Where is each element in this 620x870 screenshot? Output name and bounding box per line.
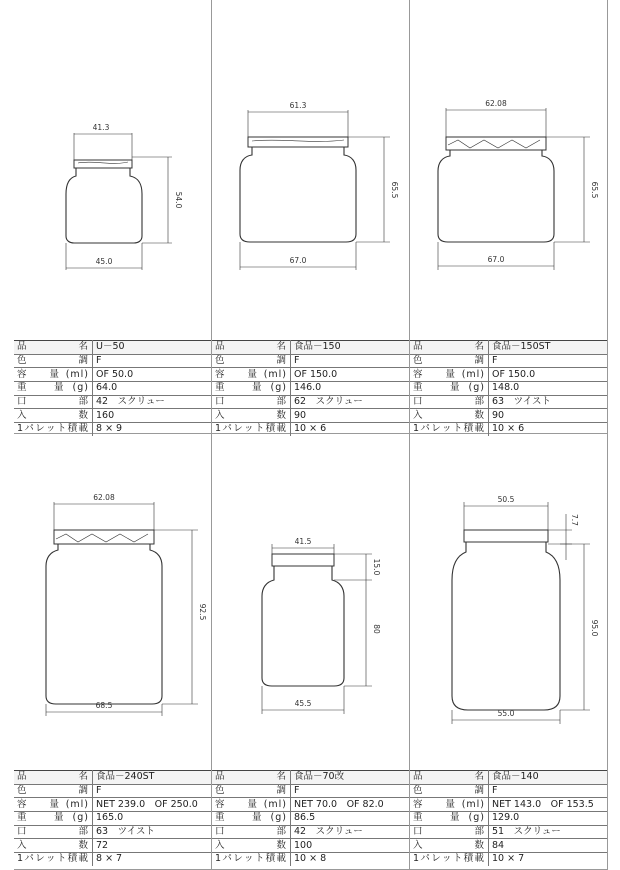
jar-drawing-u50 xyxy=(14,0,211,340)
spec-value: F xyxy=(291,784,410,798)
spec-label: 容 量(ml) xyxy=(14,368,93,382)
spec-value: NET 239.0 OF 250.0 xyxy=(93,798,212,812)
dimension-label: 62.08 xyxy=(93,493,115,502)
dimension-label: 67.0 xyxy=(487,255,505,264)
spec-row xyxy=(14,853,211,866)
spec-value: 62 スクリュー xyxy=(291,395,410,409)
spec-row xyxy=(212,771,409,785)
spec-value: F xyxy=(93,354,212,368)
spec-table-70kai xyxy=(212,770,409,866)
spec-value: 10 × 7 xyxy=(489,853,608,866)
spec-value: OF 50.0 xyxy=(93,368,212,382)
spec-value: 42 スクリュー xyxy=(93,395,212,409)
spec-value: 食品－150 xyxy=(291,341,410,355)
spec-value: 食品－70改 xyxy=(291,771,410,785)
spec-value: 食品－140 xyxy=(489,771,608,785)
dimension-side xyxy=(560,544,599,710)
spec-value: F xyxy=(489,784,608,798)
dimension-side xyxy=(344,580,381,686)
spec-value: 8 × 9 xyxy=(93,423,212,436)
spec-label: 品 名 xyxy=(410,341,489,355)
spec-row xyxy=(410,784,607,798)
spec-label: 品 名 xyxy=(212,771,291,785)
spec-row xyxy=(410,825,607,839)
jar-drawing-140 xyxy=(410,434,607,770)
dimension-top xyxy=(464,495,548,532)
dimension-bottom xyxy=(262,686,344,714)
spec-label: 口 部 xyxy=(410,825,489,839)
spec-row xyxy=(410,341,607,355)
spec-row xyxy=(212,368,409,382)
jar-cap xyxy=(464,530,548,542)
spec-value: F xyxy=(93,784,212,798)
spec-label: 容 量(ml) xyxy=(212,798,291,812)
spec-table-140 xyxy=(410,770,607,866)
spec-row xyxy=(410,839,607,853)
product-cell-150 xyxy=(212,0,410,434)
spec-value: 146.0 xyxy=(291,382,410,396)
spec-value: 8 × 7 xyxy=(93,853,212,866)
spec-row xyxy=(14,825,211,839)
spec-row xyxy=(212,784,409,798)
spec-row xyxy=(212,798,409,812)
dimension-top xyxy=(272,537,334,556)
spec-label: 容 量(ml) xyxy=(212,368,291,382)
jar-drawing-150st xyxy=(410,0,607,340)
spec-row xyxy=(410,354,607,368)
spec-label: 1パレット積載 xyxy=(410,423,489,436)
spec-row xyxy=(212,341,409,355)
spec-value: 148.0 xyxy=(489,382,608,396)
spec-row xyxy=(14,812,211,826)
dimension-bottom xyxy=(438,242,554,270)
spec-label: 入 数 xyxy=(14,409,93,423)
dim-side-label: 54.0 xyxy=(174,191,183,209)
spec-value: 86.5 xyxy=(291,812,410,826)
dimension-label: 15.0 xyxy=(372,558,381,576)
spec-row xyxy=(212,812,409,826)
spec-label: 色 調 xyxy=(14,354,93,368)
spec-row xyxy=(410,409,607,423)
jar-body xyxy=(66,168,142,243)
spec-row xyxy=(410,395,607,409)
dimension-bottom xyxy=(240,242,356,270)
jar-body xyxy=(240,147,356,242)
jar-body xyxy=(262,566,344,686)
spec-label: 重 量(g) xyxy=(212,382,291,396)
spec-label: 品 名 xyxy=(14,341,93,355)
spec-value: 72 xyxy=(93,839,212,853)
spec-row xyxy=(410,812,607,826)
spec-label: 重 量(g) xyxy=(212,812,291,826)
spec-row-mouth xyxy=(14,395,211,409)
dimension-label: 95.0 xyxy=(590,619,599,637)
spec-table-150st xyxy=(410,340,607,436)
spec-label: 口 部 xyxy=(14,825,93,839)
spec-row-weight xyxy=(14,382,211,396)
spec-value: 42 スクリュー xyxy=(291,825,410,839)
dimension-label: 92.5 xyxy=(198,603,207,621)
spec-label: 入 数 xyxy=(410,839,489,853)
spec-label: 入 数 xyxy=(212,839,291,853)
spec-value: F xyxy=(489,354,608,368)
product-cell-140 xyxy=(410,434,608,870)
spec-label: 色 調 xyxy=(14,784,93,798)
spec-row xyxy=(410,368,607,382)
spec-row xyxy=(14,784,211,798)
spec-label: 容 量(ml) xyxy=(14,798,93,812)
spec-value: 63 ツイスト xyxy=(489,395,608,409)
dimension-top xyxy=(446,99,546,138)
spec-label: 1パレット積載 xyxy=(212,423,291,436)
spec-row xyxy=(212,395,409,409)
dimension-label: 7.7 xyxy=(570,514,579,526)
spec-value: 129.0 xyxy=(489,812,608,826)
dimension-label: 50.5 xyxy=(497,495,515,504)
jar-cap xyxy=(74,160,132,168)
dimension-label: 45.5 xyxy=(294,699,312,708)
product-cell-240st xyxy=(14,434,212,870)
spec-value: OF 150.0 xyxy=(489,368,608,382)
spec-label: 色 調 xyxy=(410,354,489,368)
spec-row-color xyxy=(14,354,211,368)
spec-row xyxy=(212,825,409,839)
spec-label: 容 量(ml) xyxy=(410,368,489,382)
spec-label: 口 部 xyxy=(410,395,489,409)
spec-label: 口 部 xyxy=(212,395,291,409)
spec-value: NET 143.0 OF 153.5 xyxy=(489,798,608,812)
spec-table-150 xyxy=(212,340,409,436)
spec-label: 1パレット積載 xyxy=(212,853,291,866)
spec-label: 口 部 xyxy=(14,395,93,409)
spec-row xyxy=(14,771,211,785)
spec-row xyxy=(212,382,409,396)
spec-label: 重 量(g) xyxy=(410,812,489,826)
jar-cap xyxy=(248,137,348,147)
spec-row-quantity xyxy=(14,409,211,423)
spec-label: 容 量(ml) xyxy=(410,798,489,812)
dimension-neck xyxy=(334,554,381,580)
spec-table-240st xyxy=(14,770,211,866)
spec-table-u50 xyxy=(14,340,211,436)
dimension-label: 62.08 xyxy=(485,99,507,108)
jar-cap xyxy=(446,137,546,150)
dimension-label: 55.0 xyxy=(497,709,515,718)
dimension-top xyxy=(248,101,348,138)
dimension-label: 65.5 xyxy=(390,181,399,199)
dimension-label: 61.3 xyxy=(289,101,307,110)
spec-label: 入 数 xyxy=(212,409,291,423)
dimension-label: 68.5 xyxy=(95,701,113,710)
jar-drawing-240st xyxy=(14,434,211,770)
spec-value: 100 xyxy=(291,839,410,853)
dim-top-label: 41.3 xyxy=(92,123,110,132)
spec-value: OF 150.0 xyxy=(291,368,410,382)
spec-label: 品 名 xyxy=(14,771,93,785)
spec-row xyxy=(14,798,211,812)
dimension-bottom xyxy=(452,709,560,724)
spec-value: 64.0 xyxy=(93,382,212,396)
jar-body xyxy=(452,542,560,710)
spec-value: 90 xyxy=(489,409,608,423)
spec-value: 160 xyxy=(93,409,212,423)
spec-value: 10 × 6 xyxy=(291,423,410,436)
dimension-label: 67.0 xyxy=(289,256,307,265)
dimension-label: 80 xyxy=(372,624,381,634)
dimension-label: 41.5 xyxy=(294,537,312,546)
spec-value: 10 × 6 xyxy=(489,423,608,436)
spec-label: 重 量(g) xyxy=(14,812,93,826)
dimension-top xyxy=(74,123,132,160)
dimension-neck xyxy=(548,514,579,560)
spec-label: 入 数 xyxy=(410,409,489,423)
spec-row xyxy=(212,839,409,853)
spec-label: 重 量(g) xyxy=(410,382,489,396)
spec-value: 63 ツイスト xyxy=(93,825,212,839)
jar-body xyxy=(438,150,554,242)
dim-bottom-label: 45.0 xyxy=(95,257,113,266)
spec-row xyxy=(14,839,211,853)
spec-label: 品 名 xyxy=(212,341,291,355)
product-cell-70kai xyxy=(212,434,410,870)
spec-label: 入 数 xyxy=(14,839,93,853)
spec-label: 色 調 xyxy=(212,354,291,368)
jar-drawing-70kai xyxy=(212,434,409,770)
spec-label: 色 調 xyxy=(410,784,489,798)
spec-row-name xyxy=(14,341,211,355)
spec-row xyxy=(212,409,409,423)
spec-value: 90 xyxy=(291,409,410,423)
spec-label: 品 名 xyxy=(410,771,489,785)
spec-label: 色 調 xyxy=(212,784,291,798)
dimension-top xyxy=(54,493,154,530)
spec-label: 1パレット積載 xyxy=(410,853,489,866)
product-cell-150st xyxy=(410,0,608,434)
product-cell-u50 xyxy=(14,0,212,434)
spec-label: 口 部 xyxy=(212,825,291,839)
spec-label: 重 量(g) xyxy=(14,382,93,396)
spec-value: 51 スクリュー xyxy=(489,825,608,839)
spec-value: 10 × 8 xyxy=(291,853,410,866)
jar-drawing-150 xyxy=(212,0,409,340)
spec-value: NET 70.0 OF 82.0 xyxy=(291,798,410,812)
jar-cap xyxy=(272,554,334,566)
spec-value: U－50 xyxy=(93,341,212,355)
spec-value: F xyxy=(291,354,410,368)
jar-cap xyxy=(54,530,154,544)
spec-value: 食品－240ST xyxy=(93,771,212,785)
spec-row xyxy=(212,354,409,368)
dimension-label: 65.5 xyxy=(590,181,599,199)
spec-value: 84 xyxy=(489,839,608,853)
spec-row xyxy=(410,771,607,785)
spec-label: 1パレット積載 xyxy=(14,423,93,436)
spec-row xyxy=(212,853,409,866)
jar-body xyxy=(46,544,162,704)
spec-row xyxy=(410,853,607,866)
spec-label: 1パレット積載 xyxy=(14,853,93,866)
spec-row xyxy=(410,798,607,812)
spec-value: 165.0 xyxy=(93,812,212,826)
dimension-bottom xyxy=(66,243,142,270)
spec-value: 食品－150ST xyxy=(489,341,608,355)
spec-row xyxy=(410,382,607,396)
spec-row-capacity xyxy=(14,368,211,382)
